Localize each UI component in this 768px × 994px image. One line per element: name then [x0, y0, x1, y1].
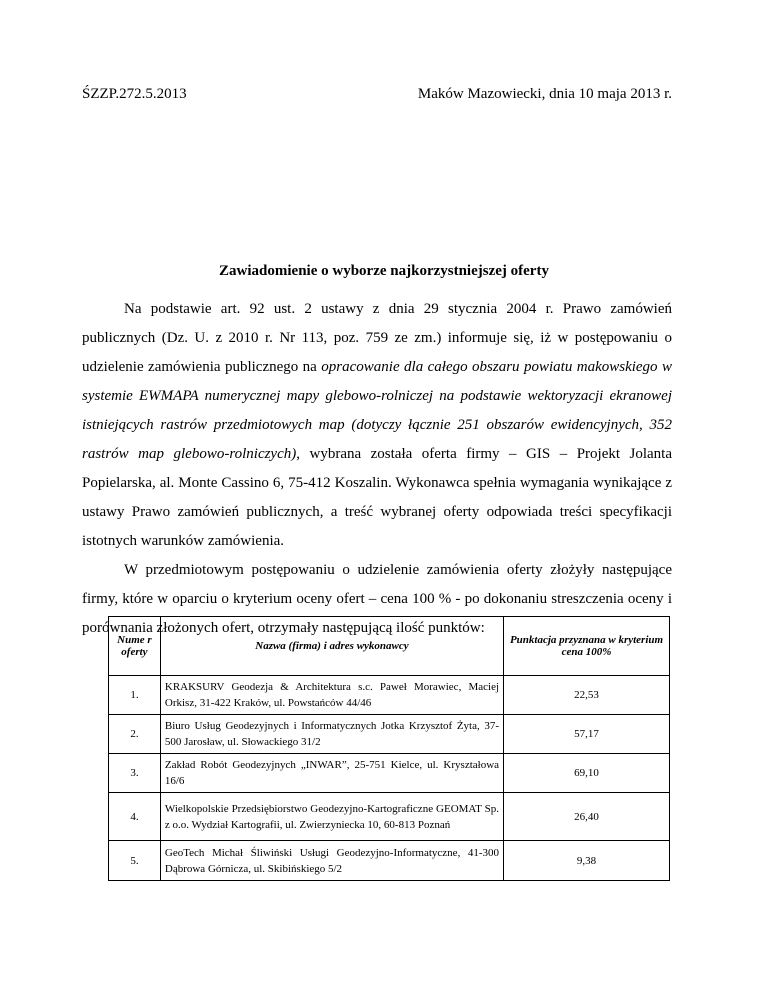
- contractor-name: Wielkopolskie Przedsiębiorstwo Geodezyjno-Kartograficzne GEOMAT Sp. z o.o. Wydział Kartografii, ul. Zwierzyniecka 10, 60-813 Poznań: [160, 793, 503, 841]
- offer-points: 69,10: [504, 754, 670, 793]
- offer-number: 4.: [109, 793, 161, 841]
- document-title: Zawiadomienie o wyborze najkorzystniejszej oferty: [219, 263, 549, 279]
- paragraph-decision-result: , wybrana została oferta firmy – GIS – Projekt Jolanta Popielarska, al. Monte Cassino 6, 75-412 Koszalin. Wykonawca spełnia wymagania wynikające z ustawy Prawo zamówień publicznych, a treść wybranej oferty odpowiada treści specyfikacji istotnych warunków zamówienia.: [82, 446, 672, 549]
- contract-subject: opracowanie dla całego obszaru powiatu makowskiego w systemie EWMAPA numerycznej mapy glebowo-rolniczej na podstawie wektoryzacji ekranowej istniejących rastrów przedmiotowych map (dotyczy łącznie 251 obszarów ewidencyjnych, 352 rastrów map glebowo-rolniczych): [82, 359, 672, 462]
- document-body: [82, 295, 672, 643]
- contractor-name: GeoTech Michał Śliwiński Usługi Geodezyjno-Informatyczne, 41-300 Dąbrowa Górnicza, ul. Skibińskiego 5/2: [160, 841, 503, 881]
- table-row: [109, 841, 670, 881]
- offer-points: 26,40: [504, 793, 670, 841]
- case-reference: ŚZZP.272.5.2013: [82, 86, 187, 102]
- paragraph-decision: [82, 295, 672, 556]
- table-row: [109, 715, 670, 754]
- offer-number: 3.: [109, 754, 161, 793]
- contractor-name: KRAKSURV Geodezja & Architektura s.c. Paweł Morawiec, Maciej Orkisz, 31-422 Kraków, ul. Powstańców 44/46: [160, 676, 503, 715]
- table-row: [109, 793, 670, 841]
- header-offer-number: Nume r oferty: [109, 617, 161, 676]
- table-row: [109, 754, 670, 793]
- offer-points: 57,17: [504, 715, 670, 754]
- offer-number: 5.: [109, 841, 161, 881]
- table-row: [109, 676, 670, 715]
- paragraph-decision-intro: Na podstawie art. 92 ust. 2 ustawy z dnia 29 stycznia 2004 r. Prawo zamówień publicznych (Dz. U. z 2010 r. Nr 113, poz. 759 ze zm.) informuje się, iż w postępowaniu o udzielenie zamówienia publicznego na: [82, 301, 672, 375]
- offer-points: 22,53: [504, 676, 670, 715]
- offer-number: 2.: [109, 715, 161, 754]
- place-and-date: Maków Mazowiecki, dnia 10 maja 2013 r.: [417, 86, 672, 102]
- contractor-name: Zakład Robót Geodezyjnych „INWAR”, 25-751 Kielce, ul. Kryształowa 16/6: [160, 754, 503, 793]
- offer-points: 9,38: [504, 841, 670, 881]
- table-header-row: [109, 617, 670, 676]
- contractor-name: Biuro Usług Geodezyjnych i Informatycznych Jotka Krzysztof Żyta, 37-500 Jarosław, ul. Słowackiego 31/2: [160, 715, 503, 754]
- header-contractor-name: Nazwa (firma) i adres wykonawcy: [160, 617, 503, 676]
- offer-number: 1.: [109, 676, 161, 715]
- header-points: Punktacja przyznana w kryterium cena 100%: [504, 617, 670, 676]
- offers-table: [108, 616, 670, 881]
- paragraph-offers-intro: W przedmiotowym postępowaniu o udzielenie zamówienia oferty złożyły następujące firmy, które w oparciu o kryterium oceny ofert – cena 100 % - po dokonaniu streszczenia oceny i porównania złożonych ofert, otrzymały następującą ilość punktów:: [82, 562, 672, 636]
